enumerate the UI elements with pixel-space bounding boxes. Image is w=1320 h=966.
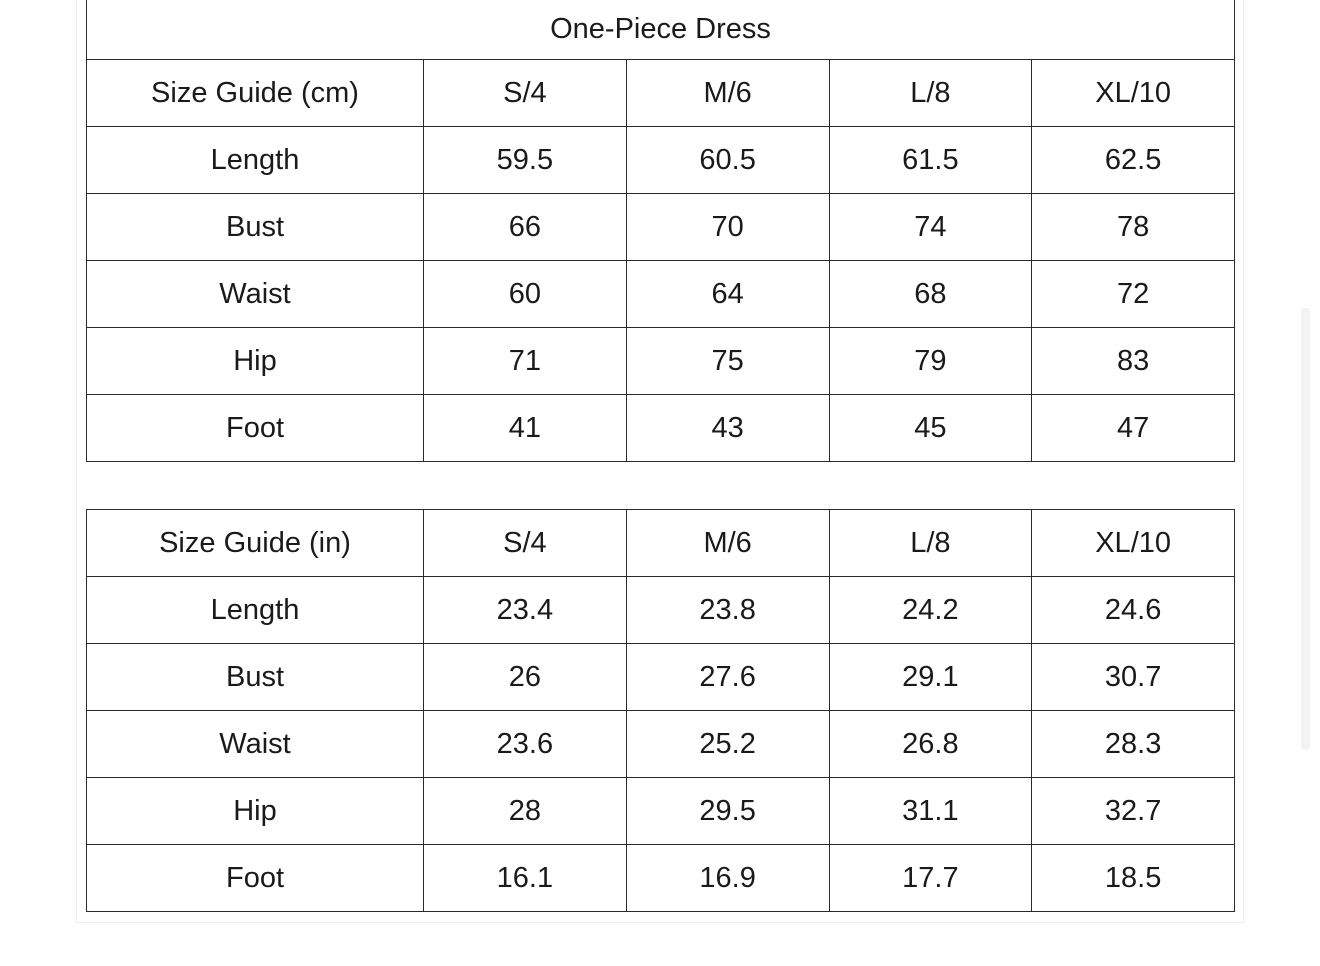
table-cell: 17.7 xyxy=(829,845,1032,912)
table-row xyxy=(87,577,1235,644)
table-cell: 16.1 xyxy=(424,845,627,912)
table-cell: 79 xyxy=(829,328,1032,395)
table-cell: 32.7 xyxy=(1032,778,1235,845)
table-row xyxy=(87,261,1235,328)
table-row xyxy=(87,778,1235,845)
row-label: Hip xyxy=(87,778,424,845)
table-cell: 72 xyxy=(1032,261,1235,328)
header-cell-size: S/4 xyxy=(424,510,627,577)
table-cell: 47 xyxy=(1032,395,1235,462)
table-cell: 23.4 xyxy=(424,577,627,644)
table-cell: 18.5 xyxy=(1032,845,1235,912)
table-title: One-Piece Dress xyxy=(87,0,1235,60)
row-label: Bust xyxy=(87,644,424,711)
table-row xyxy=(87,395,1235,462)
header-cell-label: Size Guide (cm) xyxy=(87,60,424,127)
table-cell: 60 xyxy=(424,261,627,328)
table-cell: 68 xyxy=(829,261,1032,328)
row-label: Hip xyxy=(87,328,424,395)
table-cell: 28.3 xyxy=(1032,711,1235,778)
header-cell-size: M/6 xyxy=(626,60,829,127)
header-cell-size: XL/10 xyxy=(1032,510,1235,577)
table-row xyxy=(87,328,1235,395)
header-cell-size: L/8 xyxy=(829,510,1032,577)
row-label: Foot xyxy=(87,845,424,912)
table-cell: 74 xyxy=(829,194,1032,261)
table-cell: 59.5 xyxy=(424,127,627,194)
row-label: Waist xyxy=(87,711,424,778)
table-row xyxy=(87,127,1235,194)
header-cell-label: Size Guide (in) xyxy=(87,510,424,577)
table-cell: 83 xyxy=(1032,328,1235,395)
table-row xyxy=(87,644,1235,711)
table-cell: 25.2 xyxy=(626,711,829,778)
table-cell: 26 xyxy=(424,644,627,711)
table-cell: 24.6 xyxy=(1032,577,1235,644)
table-cell: 16.9 xyxy=(626,845,829,912)
table-cell: 27.6 xyxy=(626,644,829,711)
table-cell: 43 xyxy=(626,395,829,462)
row-label: Length xyxy=(87,577,424,644)
table-row xyxy=(87,711,1235,778)
table-cell: 29.1 xyxy=(829,644,1032,711)
table-cell: 60.5 xyxy=(626,127,829,194)
table-cell: 30.7 xyxy=(1032,644,1235,711)
table-cell: 24.2 xyxy=(829,577,1032,644)
header-cell-size: XL/10 xyxy=(1032,60,1235,127)
table-row xyxy=(87,194,1235,261)
table-cell: 64 xyxy=(626,261,829,328)
table-cell: 75 xyxy=(626,328,829,395)
title-row xyxy=(87,0,1235,60)
table-row xyxy=(87,845,1235,912)
row-label: Length xyxy=(87,127,424,194)
table-cell: 26.8 xyxy=(829,711,1032,778)
header-row xyxy=(87,60,1235,127)
row-label: Bust xyxy=(87,194,424,261)
table-cell: 78 xyxy=(1032,194,1235,261)
table-cell: 29.5 xyxy=(626,778,829,845)
table-cell: 41 xyxy=(424,395,627,462)
table-cell: 62.5 xyxy=(1032,127,1235,194)
scrollbar-track[interactable] xyxy=(1301,308,1310,750)
table-cell: 23.8 xyxy=(626,577,829,644)
table-cell: 71 xyxy=(424,328,627,395)
row-label: Waist xyxy=(87,261,424,328)
table-cell: 61.5 xyxy=(829,127,1032,194)
header-row xyxy=(87,510,1235,577)
table-cell: 70 xyxy=(626,194,829,261)
table-cell: 31.1 xyxy=(829,778,1032,845)
table-cell: 66 xyxy=(424,194,627,261)
header-cell-size: S/4 xyxy=(424,60,627,127)
size-table-in xyxy=(86,509,1235,912)
row-label: Foot xyxy=(87,395,424,462)
header-cell-size: L/8 xyxy=(829,60,1032,127)
header-cell-size: M/6 xyxy=(626,510,829,577)
table-cell: 45 xyxy=(829,395,1032,462)
size-table-cm xyxy=(86,0,1235,462)
table-cell: 23.6 xyxy=(424,711,627,778)
table-cell: 28 xyxy=(424,778,627,845)
